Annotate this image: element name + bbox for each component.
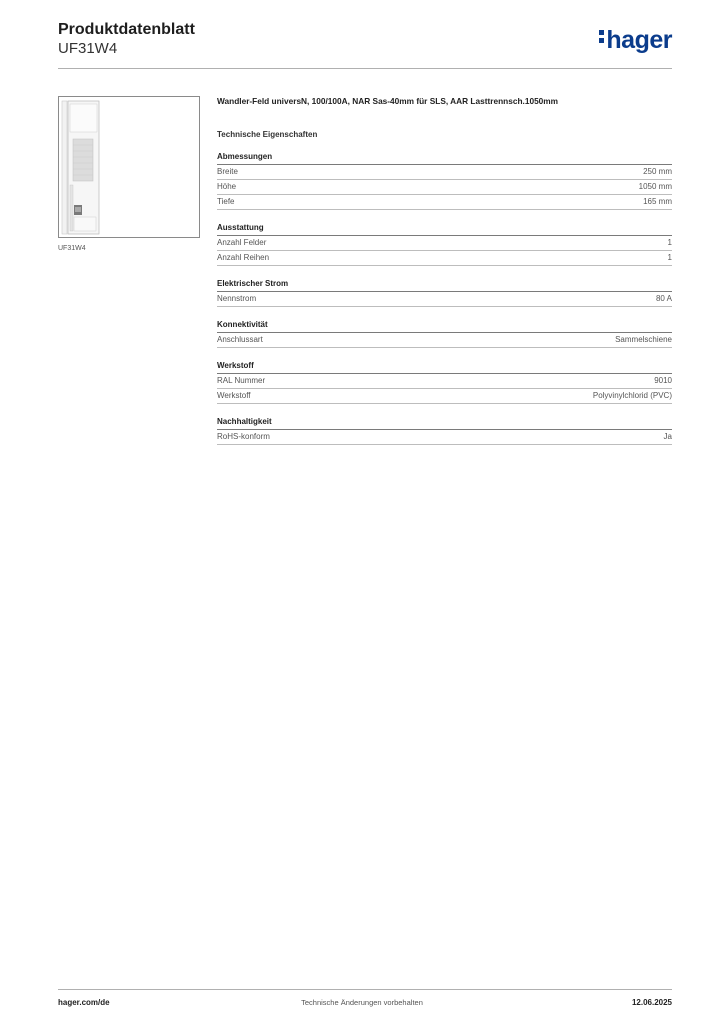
spec-row	[217, 236, 672, 251]
section-werkstoff	[217, 361, 672, 404]
footer-divider	[58, 989, 672, 990]
spec-value: 1	[667, 253, 672, 262]
spec-value: 1050 mm	[638, 182, 672, 191]
footer-website-link[interactable]: hager.com/de	[58, 998, 110, 1007]
product-image-frame	[58, 96, 200, 238]
spec-value: Polyvinylchlorid (PVC)	[592, 391, 672, 400]
spec-value: Ja	[663, 432, 672, 441]
spec-value: 250 mm	[643, 167, 672, 176]
product-code: UF31W4	[58, 40, 118, 57]
section-title: Werkstoff	[217, 361, 672, 374]
spec-label: Anschlussart	[217, 335, 263, 344]
section-title: Ausstattung	[217, 223, 672, 236]
spec-label: Tiefe	[217, 197, 235, 206]
footer-date: 12.06.2025	[631, 998, 672, 1007]
section-konnektivitaet	[217, 320, 672, 348]
spec-value: 1	[667, 238, 672, 247]
header-divider	[58, 68, 672, 69]
spec-row	[217, 165, 672, 180]
image-caption: UF31W4	[58, 245, 86, 252]
section-title: Elektrischer Strom	[217, 279, 672, 292]
spec-content	[217, 96, 672, 445]
spec-row	[217, 251, 672, 266]
spec-value: 80 A	[655, 294, 672, 303]
spec-row	[217, 430, 672, 445]
spec-value: 9010	[654, 376, 672, 385]
spec-value: Sammelschiene	[615, 335, 672, 344]
section-title: Konnektivität	[217, 320, 672, 333]
logo-text: hager	[606, 26, 672, 54]
section-title: Nachhaltigkeit	[217, 417, 672, 430]
product-description: Wandler-Feld universN, 100/100A, NAR Sas-40mm für SLS, AAR Lasttrennsch.1050mm	[217, 96, 559, 106]
spec-label: Nennstrom	[217, 294, 257, 303]
section-elektrischer-strom	[217, 279, 672, 307]
section-nachhaltigkeit	[217, 417, 672, 445]
spec-row	[217, 333, 672, 348]
distribution-panel-image	[59, 97, 199, 237]
spec-label: Anzahl Reihen	[217, 253, 270, 262]
spec-label: Anzahl Felder	[217, 238, 267, 247]
section-abmessungen	[217, 152, 672, 210]
section-ausstattung	[217, 223, 672, 266]
spec-label: Breite	[217, 167, 238, 176]
page-title: Produktdatenblatt	[58, 21, 195, 38]
spec-row	[217, 389, 672, 404]
spec-label: RAL Nummer	[217, 376, 266, 385]
spec-row	[217, 180, 672, 195]
hager-logo	[599, 26, 672, 55]
logo-colon-icon	[599, 27, 604, 46]
spec-label: Höhe	[217, 182, 237, 191]
spec-label: Werkstoff	[217, 391, 251, 400]
spec-label: RoHS-konform	[217, 432, 270, 441]
spec-value: 165 mm	[643, 197, 672, 206]
spec-row	[217, 292, 672, 307]
spec-row	[217, 195, 672, 210]
section-title: Abmessungen	[217, 152, 672, 165]
spec-row	[217, 374, 672, 389]
footer-notice: Technische Änderungen vorbehalten	[301, 998, 423, 1007]
tech-heading: Technische Eigenschaften	[217, 130, 318, 139]
